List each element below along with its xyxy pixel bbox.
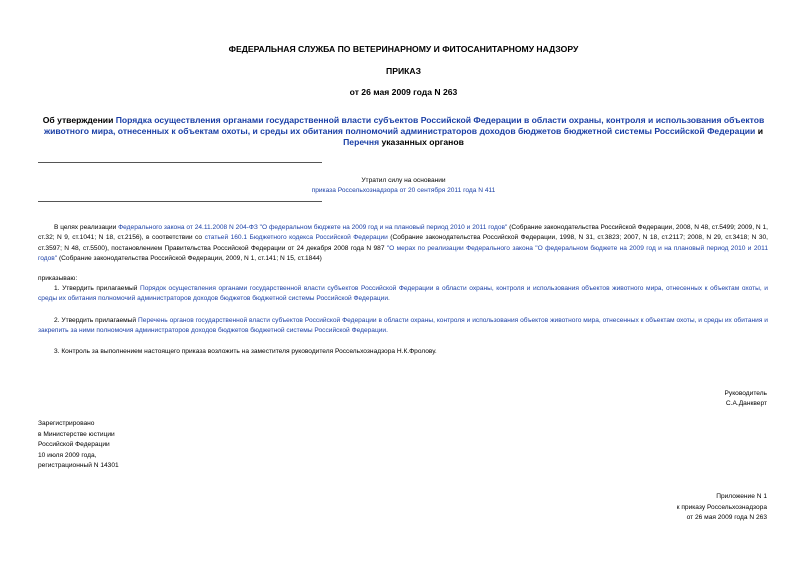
item-2-link[interactable]: Перечень органов государственной власти субъектов Российской Федерации в области охраны, контроля и использования объектов животного мира, отнесенных к объектам охоты, и среды их обитания и закрепить за ними полномочия администраторов доходов бюджетов бюджетной системы Российской Федерации. — [38, 317, 768, 335]
status-basis — [0, 187, 807, 194]
document-type: ПРИКАЗ — [386, 66, 421, 76]
status-lost-force: Утратил силу на основании — [361, 177, 446, 184]
order-item-1 — [38, 284, 768, 305]
preamble-link-federal-law[interactable]: Федерального закона от 24.11.2008 N 204-ФЗ "О федеральном бюджете на 2009 год и на плановый период 2010 и 2011 годов" — [118, 224, 508, 231]
item-2-prefix: 2. Утвердить прилагаемый — [54, 317, 139, 324]
title-conjunction: и — [755, 126, 763, 137]
document-date-number: от 26 мая 2009 года N 263 — [349, 87, 458, 97]
registration-line: 10 июля 2009 года, — [38, 451, 97, 459]
appendix-line: к приказу Россельхознадзора — [676, 503, 767, 511]
divider-top — [38, 162, 322, 163]
preamble-link-budget-code[interactable]: статьей 160.1 Бюджетного кодекса Российской Федерации — [204, 234, 388, 242]
preamble-text-1: В целях реализации — [54, 224, 119, 231]
appendix-line: от 26 мая 2009 года N 263 — [686, 514, 767, 522]
item-1-prefix: 1. Утвердить прилагаемый — [54, 285, 140, 292]
registration-block — [38, 419, 119, 472]
order-item-2 — [38, 316, 768, 337]
title-suffix: указанных органов — [379, 137, 464, 148]
item-1-link[interactable]: Порядок осуществления органами государственной власти субъектов Российской Федерации в области охраны, контроля и использования объектов животного мира, отнесенных к объектам охоты, и среды их обитания полномочий администраторов доходов бюджетов бюджетной системы Российской Федерации. — [38, 285, 768, 303]
decree-word: приказываю: — [38, 275, 78, 282]
signature-role: Руководитель — [724, 390, 767, 397]
signature-name: С.А.Данкверт — [725, 400, 767, 407]
appendix-block — [677, 492, 767, 524]
title-prefix: Об утверждении — [42, 115, 116, 125]
appendix-line: Приложение N 1 — [716, 493, 767, 500]
agency-heading: ФЕДЕРАЛЬНАЯ СЛУЖБА ПО ВЕТЕРИНАРНОМУ И ФИТОСАНИТАРНОМУ НАДЗОРУ — [228, 44, 579, 54]
title-link-procedure[interactable]: Порядка осуществления органами государственной власти субъектов Российской Федерации в области охраны, контроля и использования объектов животного мира, отнесенных к объектам охоты, и среды их обитания полномочий администраторов доходов бюджетов бюджетной системы Российской Федерации — [44, 115, 765, 137]
registration-line: Российской Федерации — [38, 441, 110, 449]
status-basis-link[interactable]: приказа Россельхознадзора от 20 сентября 2011 года N 411 — [311, 187, 496, 194]
order-item-3: 3. Контроль за выполнением настоящего приказа возложить на заместителя руководителя Россельхознадзора Н.К.Фролову. — [54, 348, 437, 355]
preamble-link-resolution[interactable]: "О мерах по реализации Федерального закона "О федеральном бюджете на 2009 год и на плановый период 2010 и 2011 годов" — [38, 244, 768, 263]
document-title — [32, 115, 775, 149]
preamble-text-2: (Собрание законодательства Российской Федерации, 2008, N 48, ст.5499; 2009, N 1, ст.32; N 9, ст.1041; N 18, ст.2156), в соответствии со — [38, 224, 768, 242]
title-link-list[interactable]: Перечня — [343, 137, 380, 148]
registration-line: регистрационный N 14301 — [38, 462, 119, 470]
divider-bottom — [38, 201, 322, 202]
preamble-paragraph — [38, 223, 768, 265]
preamble-text-4: (Собрание законодательства Российской Федерации, 2009, N 1, ст.141; N 15, ст.1844) — [57, 255, 322, 263]
preamble-text-3: (Собрание законодательства Российской Федерации, 1998, N 31, ст.3823; 2007, N 18, ст.2117; 2008, N 29, ст.3418; N 30, ст.3597; N 48, ст.5500), постановлением Правительства Российской Федерации от 24 декабря 2008 года N 987 — [38, 234, 768, 252]
registration-line: Зарегистрировано — [38, 420, 95, 427]
registration-line: в Министерстве юстиции — [38, 430, 115, 438]
